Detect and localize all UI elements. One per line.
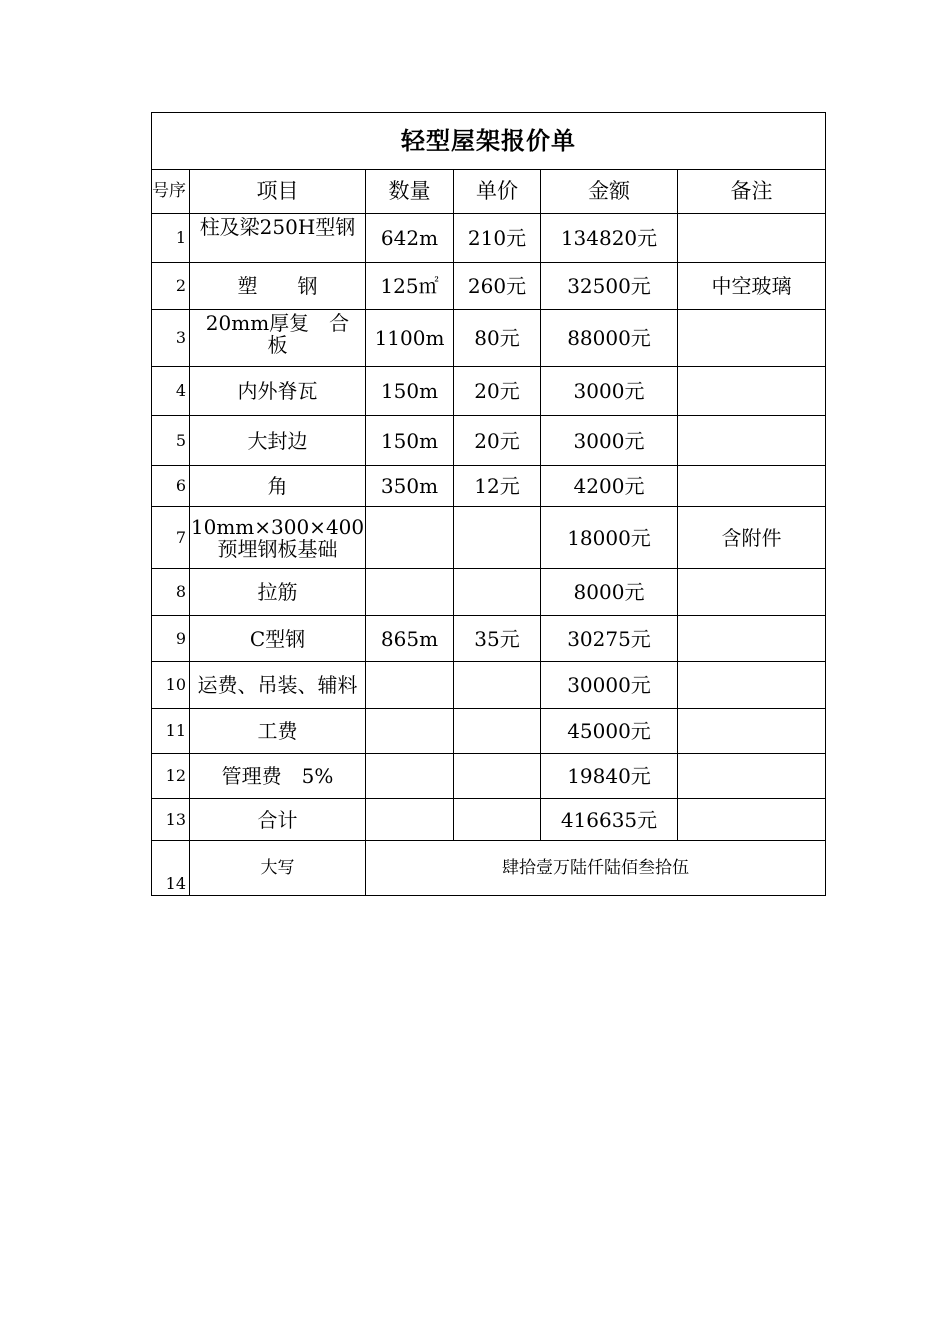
row-item: 工费 — [190, 709, 366, 754]
row-item: C型钢 — [190, 616, 366, 662]
row-no: 6 — [152, 466, 190, 507]
table-title: 轻型屋架报价单 — [152, 113, 826, 170]
row-qty — [366, 754, 454, 799]
row-qty: 350m — [366, 466, 454, 507]
table-row — [152, 799, 826, 841]
row-no: 12 — [152, 754, 190, 799]
row-qty: 865m — [366, 616, 454, 662]
row-qty: 150m — [366, 416, 454, 466]
row-amount: 45000元 — [541, 709, 678, 754]
row-no: 2 — [152, 263, 190, 310]
header-item: 项目 — [190, 170, 366, 214]
header-row — [152, 170, 826, 214]
row-qty: 642m — [366, 214, 454, 263]
row-note — [678, 310, 826, 367]
row-item: 运费、吊装、辅料 — [190, 662, 366, 709]
row-price: 12元 — [454, 466, 541, 507]
table-row — [152, 616, 826, 662]
row-amount: 134820元 — [541, 214, 678, 263]
row-no: 9 — [152, 616, 190, 662]
row-item: 管理费 5% — [190, 754, 366, 799]
table-row — [152, 507, 826, 569]
table-row — [152, 754, 826, 799]
row-item: 大封边 — [190, 416, 366, 466]
table-row — [152, 310, 826, 367]
row-item: 角 — [190, 466, 366, 507]
table-row — [152, 416, 826, 466]
row-note — [678, 754, 826, 799]
row-price: 260元 — [454, 263, 541, 310]
row-note — [678, 569, 826, 616]
header-amount: 金额 — [541, 170, 678, 214]
row-price — [454, 662, 541, 709]
row-amount: 30000元 — [541, 662, 678, 709]
row-note — [678, 709, 826, 754]
row-amount: 8000元 — [541, 569, 678, 616]
row-note — [678, 662, 826, 709]
row-qty — [366, 569, 454, 616]
row-note — [678, 616, 826, 662]
row-amount: 88000元 — [541, 310, 678, 367]
row-no: 10 — [152, 662, 190, 709]
row-amount: 19840元 — [541, 754, 678, 799]
capital-label: 大写 — [190, 841, 366, 896]
row-no: 1 — [152, 214, 190, 263]
header-note: 备注 — [678, 170, 826, 214]
row-no: 7 — [152, 507, 190, 569]
row-amount: 18000元 — [541, 507, 678, 569]
row-amount: 4200元 — [541, 466, 678, 507]
row-price: 210元 — [454, 214, 541, 263]
row-amount: 32500元 — [541, 263, 678, 310]
row-qty: 1100m — [366, 310, 454, 367]
row-amount: 30275元 — [541, 616, 678, 662]
row-price — [454, 569, 541, 616]
row-amount: 416635元 — [541, 799, 678, 841]
row-price: 20元 — [454, 416, 541, 466]
row-no: 8 — [152, 569, 190, 616]
row-qty: 125㎡ — [366, 263, 454, 310]
header-no: 号序 — [152, 170, 190, 214]
quotation-sheet — [151, 112, 825, 896]
capital-row — [152, 841, 826, 896]
row-note — [678, 799, 826, 841]
row-note: 中空玻璃 — [678, 263, 826, 310]
capital-row-no: 14 — [152, 841, 190, 896]
row-note: 含附件 — [678, 507, 826, 569]
table-row — [152, 466, 826, 507]
header-price: 单价 — [454, 170, 541, 214]
row-note — [678, 416, 826, 466]
row-item: 10mm×300×400 预埋钢板基础 — [190, 507, 366, 569]
capital-amount: 肆拾壹万陆仟陆佰叁拾伍 — [366, 841, 826, 896]
row-no: 3 — [152, 310, 190, 367]
row-price — [454, 754, 541, 799]
row-qty — [366, 799, 454, 841]
row-qty: 150m — [366, 367, 454, 416]
row-no: 4 — [152, 367, 190, 416]
table-row — [152, 214, 826, 263]
row-item: 拉筋 — [190, 569, 366, 616]
row-note — [678, 466, 826, 507]
quotation-table — [151, 112, 826, 896]
table-row — [152, 569, 826, 616]
table-row — [152, 662, 826, 709]
row-price: 35元 — [454, 616, 541, 662]
row-item: 柱及梁250H型钢 — [190, 214, 366, 263]
row-amount: 3000元 — [541, 367, 678, 416]
row-price — [454, 507, 541, 569]
row-price — [454, 799, 541, 841]
row-amount: 3000元 — [541, 416, 678, 466]
row-item: 20mm厚复 合 板 — [190, 310, 366, 367]
row-item: 合计 — [190, 799, 366, 841]
row-no: 11 — [152, 709, 190, 754]
row-no: 13 — [152, 799, 190, 841]
row-qty — [366, 709, 454, 754]
row-price — [454, 709, 541, 754]
table-row — [152, 263, 826, 310]
row-item: 内外脊瓦 — [190, 367, 366, 416]
table-row — [152, 367, 826, 416]
row-note — [678, 367, 826, 416]
table-row — [152, 709, 826, 754]
row-item: 塑 钢 — [190, 263, 366, 310]
row-qty — [366, 507, 454, 569]
row-price: 80元 — [454, 310, 541, 367]
row-note — [678, 214, 826, 263]
row-qty — [366, 662, 454, 709]
row-price: 20元 — [454, 367, 541, 416]
row-no: 5 — [152, 416, 190, 466]
header-qty: 数量 — [366, 170, 454, 214]
